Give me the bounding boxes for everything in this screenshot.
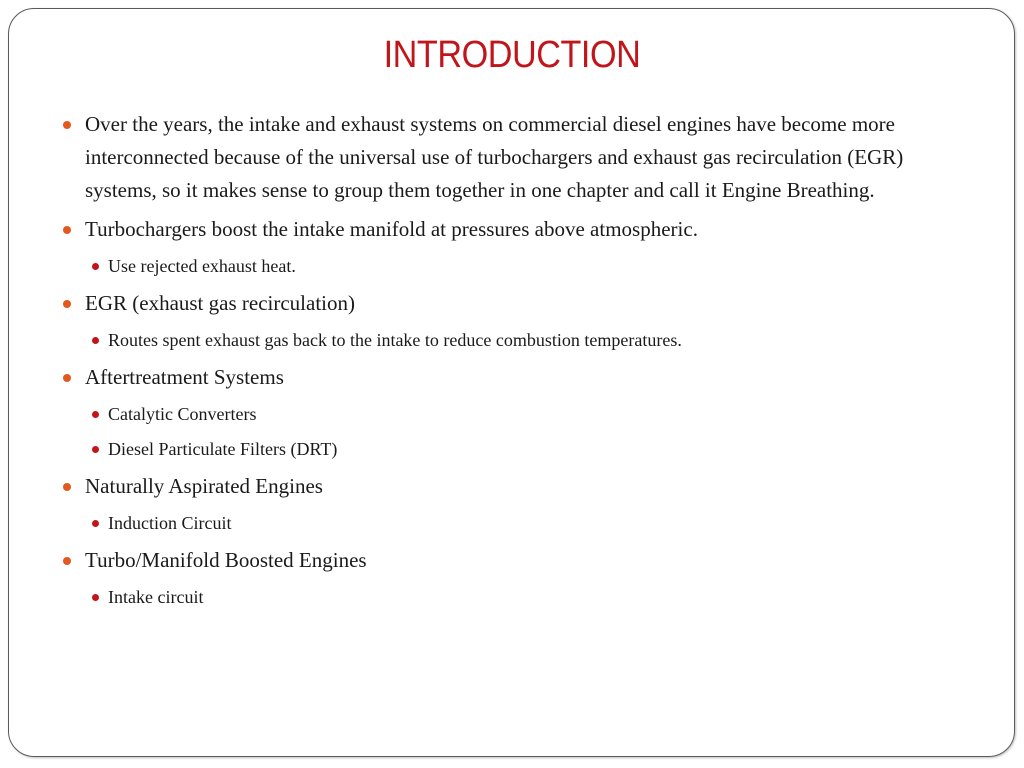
sub-bullet-dot-icon (92, 337, 99, 344)
bullet-item (60, 361, 965, 394)
sub-bullet-item (60, 509, 965, 537)
slide-title: INTRODUCTION (383, 34, 641, 76)
sub-bullet-text: Diesel Particulate Filters (DRT) (108, 439, 338, 459)
bullet-list (60, 108, 965, 618)
sub-bullet-dot-icon (92, 446, 99, 453)
sub-bullet-item (60, 400, 965, 428)
sub-bullet-dot-icon (92, 594, 99, 601)
sub-bullet-item (60, 435, 965, 463)
bullet-text: Aftertreatment Systems (85, 365, 284, 389)
bullet-dot-icon (63, 483, 71, 491)
sub-bullet-dot-icon (92, 411, 99, 418)
bullet-item (60, 470, 965, 503)
sub-bullet-dot-icon (92, 263, 99, 270)
bullet-text: Turbo/Manifold Boosted Engines (85, 548, 367, 572)
sub-bullet-text: Routes spent exhaust gas back to the intake to reduce combustion temperatures. (108, 330, 682, 350)
bullet-dot-icon (63, 121, 71, 129)
bullet-text: Turbochargers boost the intake manifold at pressures above atmospheric. (85, 217, 698, 241)
sub-bullet-text: Use rejected exhaust heat. (108, 256, 296, 276)
bullet-text: EGR (exhaust gas recirculation) (85, 291, 355, 315)
sub-bullet-dot-icon (92, 520, 99, 527)
bullet-dot-icon (63, 300, 71, 308)
bullet-text: Naturally Aspirated Engines (85, 474, 323, 498)
sub-bullet-item (60, 326, 965, 354)
bullet-item (60, 213, 965, 246)
bullet-dot-icon (63, 557, 71, 565)
bullet-text: Over the years, the intake and exhaust systems on commercial diesel engines have become more interconnected because of the universal use of turbochargers and exhaust gas recirculation (EGR) systems, so it makes sense to group them together in one chapter and call it Engine Breathing. (85, 112, 904, 202)
sub-bullet-text: Catalytic Converters (108, 404, 257, 424)
bullet-dot-icon (63, 226, 71, 234)
bullet-item (60, 108, 965, 207)
sub-bullet-text: Intake circuit (108, 587, 204, 607)
bullet-dot-icon (63, 374, 71, 382)
bullet-item (60, 287, 965, 320)
sub-bullet-text: Induction Circuit (108, 513, 232, 533)
bullet-item (60, 544, 965, 577)
sub-bullet-item (60, 252, 965, 280)
sub-bullet-item (60, 583, 965, 611)
